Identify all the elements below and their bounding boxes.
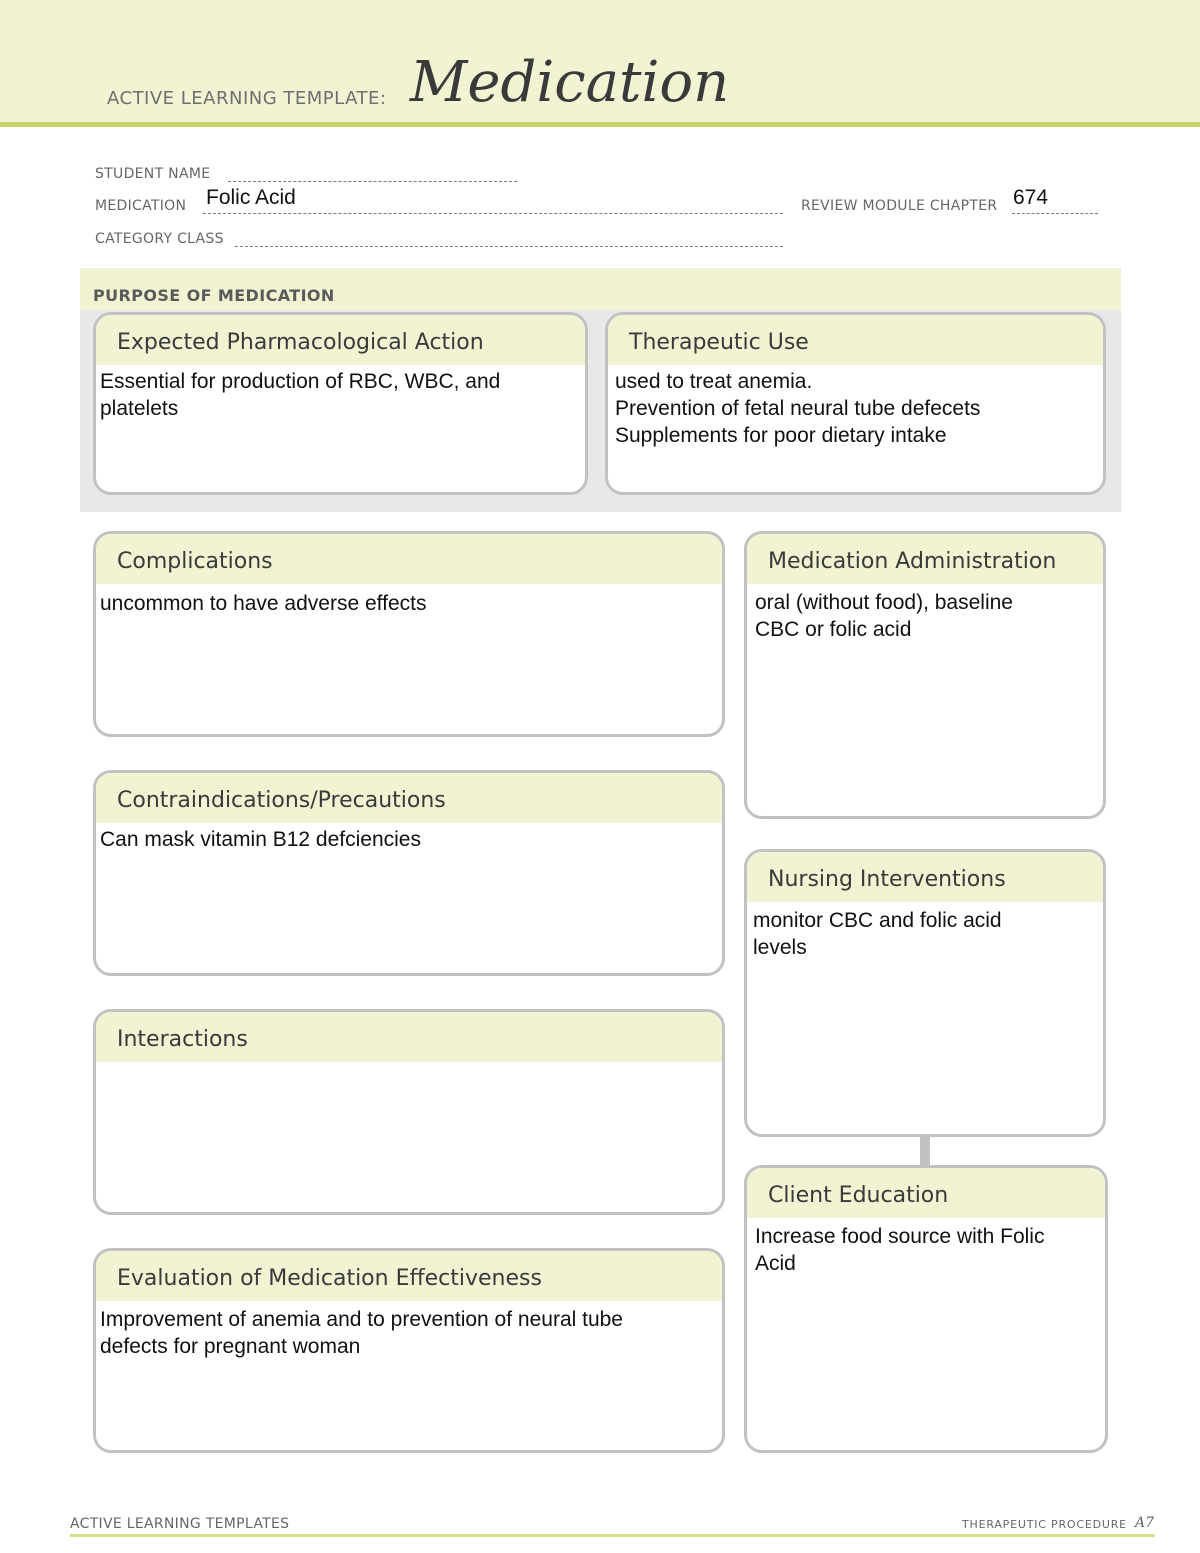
category-class-field[interactable] — [235, 246, 783, 247]
expected-action-box[interactable] — [93, 312, 588, 495]
evaluation-line: Improvement of anemia and to prevention of neural tube — [100, 1308, 623, 1331]
therapeutic-use-box[interactable] — [605, 312, 1106, 495]
nursing-interventions-title: Nursing Interventions — [747, 852, 1103, 902]
administration-box[interactable] — [744, 531, 1106, 819]
client-education-line: Increase food source with Folic — [755, 1225, 1045, 1248]
therapeutic-use-line: Supplements for poor dietary intake — [615, 424, 947, 447]
evaluation-body — [96, 1301, 722, 1360]
administration-title: Medication Administration — [747, 534, 1103, 584]
contraindications-box[interactable] — [93, 770, 725, 976]
therapeutic-use-line: used to treat anemia. — [615, 370, 813, 393]
therapeutic-use-title: Therapeutic Use — [608, 315, 1103, 365]
expected-action-line: platelets — [100, 397, 179, 420]
header-rule — [0, 122, 1200, 127]
template-label: ACTIVE LEARNING TEMPLATE: — [107, 88, 387, 109]
footer-left-label: ACTIVE LEARNING TEMPLATES — [70, 1516, 290, 1532]
complications-body — [96, 584, 722, 617]
purpose-label: PURPOSE OF MEDICATION — [93, 286, 335, 305]
expected-action-line: Essential for production of RBC, WBC, and — [100, 370, 501, 393]
client-education-line: Acid — [755, 1252, 796, 1275]
student-name-label: STUDENT NAME — [95, 166, 211, 182]
client-education-box[interactable] — [744, 1165, 1108, 1453]
therapeutic-use-line: Prevention of fetal neural tube defecets — [615, 397, 981, 420]
page-number: A7 — [1135, 1515, 1155, 1531]
page-title: Medication — [410, 50, 730, 115]
evaluation-line: defects for pregnant woman — [100, 1335, 361, 1358]
medication-field[interactable] — [203, 213, 783, 214]
connector-bar — [920, 1135, 930, 1165]
review-module-field[interactable] — [1012, 213, 1098, 214]
review-module-label: REVIEW MODULE CHAPTER — [801, 198, 998, 214]
administration-line: CBC or folic acid — [755, 618, 912, 641]
contraindications-title: Contraindications/Precautions — [96, 773, 722, 823]
evaluation-box[interactable] — [93, 1248, 725, 1453]
complications-title: Complications — [96, 534, 722, 584]
interactions-box[interactable] — [93, 1009, 725, 1215]
review-module-value: 674 — [1013, 186, 1049, 209]
footer-rule — [70, 1534, 1155, 1537]
interactions-title: Interactions — [96, 1012, 722, 1062]
nursing-interventions-line: levels — [753, 936, 807, 959]
client-education-body — [747, 1218, 1105, 1277]
category-class-label: CATEGORY CLASS — [95, 231, 224, 247]
nursing-interventions-body — [747, 902, 1103, 961]
expected-action-body — [96, 365, 585, 422]
complications-line: uncommon to have adverse effects — [100, 592, 427, 615]
contraindications-body — [96, 823, 722, 853]
footer-right-label: THERAPEUTIC PROCEDURE — [962, 1518, 1127, 1531]
contraindications-line: Can mask vitamin B12 defciencies — [100, 828, 421, 851]
nursing-interventions-box[interactable] — [744, 849, 1106, 1137]
therapeutic-use-body — [608, 365, 1103, 449]
administration-line: oral (without food), baseline — [755, 591, 1013, 614]
complications-box[interactable] — [93, 531, 725, 737]
client-education-title: Client Education — [747, 1168, 1105, 1218]
nursing-interventions-line: monitor CBC and folic acid — [753, 909, 1002, 932]
administration-body — [747, 584, 1103, 643]
medication-label: MEDICATION — [95, 198, 187, 214]
evaluation-title: Evaluation of Medication Effectiveness — [96, 1251, 722, 1301]
interactions-body — [96, 1062, 722, 1065]
student-name-field[interactable] — [228, 181, 517, 182]
medication-value: Folic Acid — [206, 186, 296, 209]
expected-action-title: Expected Pharmacological Action — [96, 315, 585, 365]
